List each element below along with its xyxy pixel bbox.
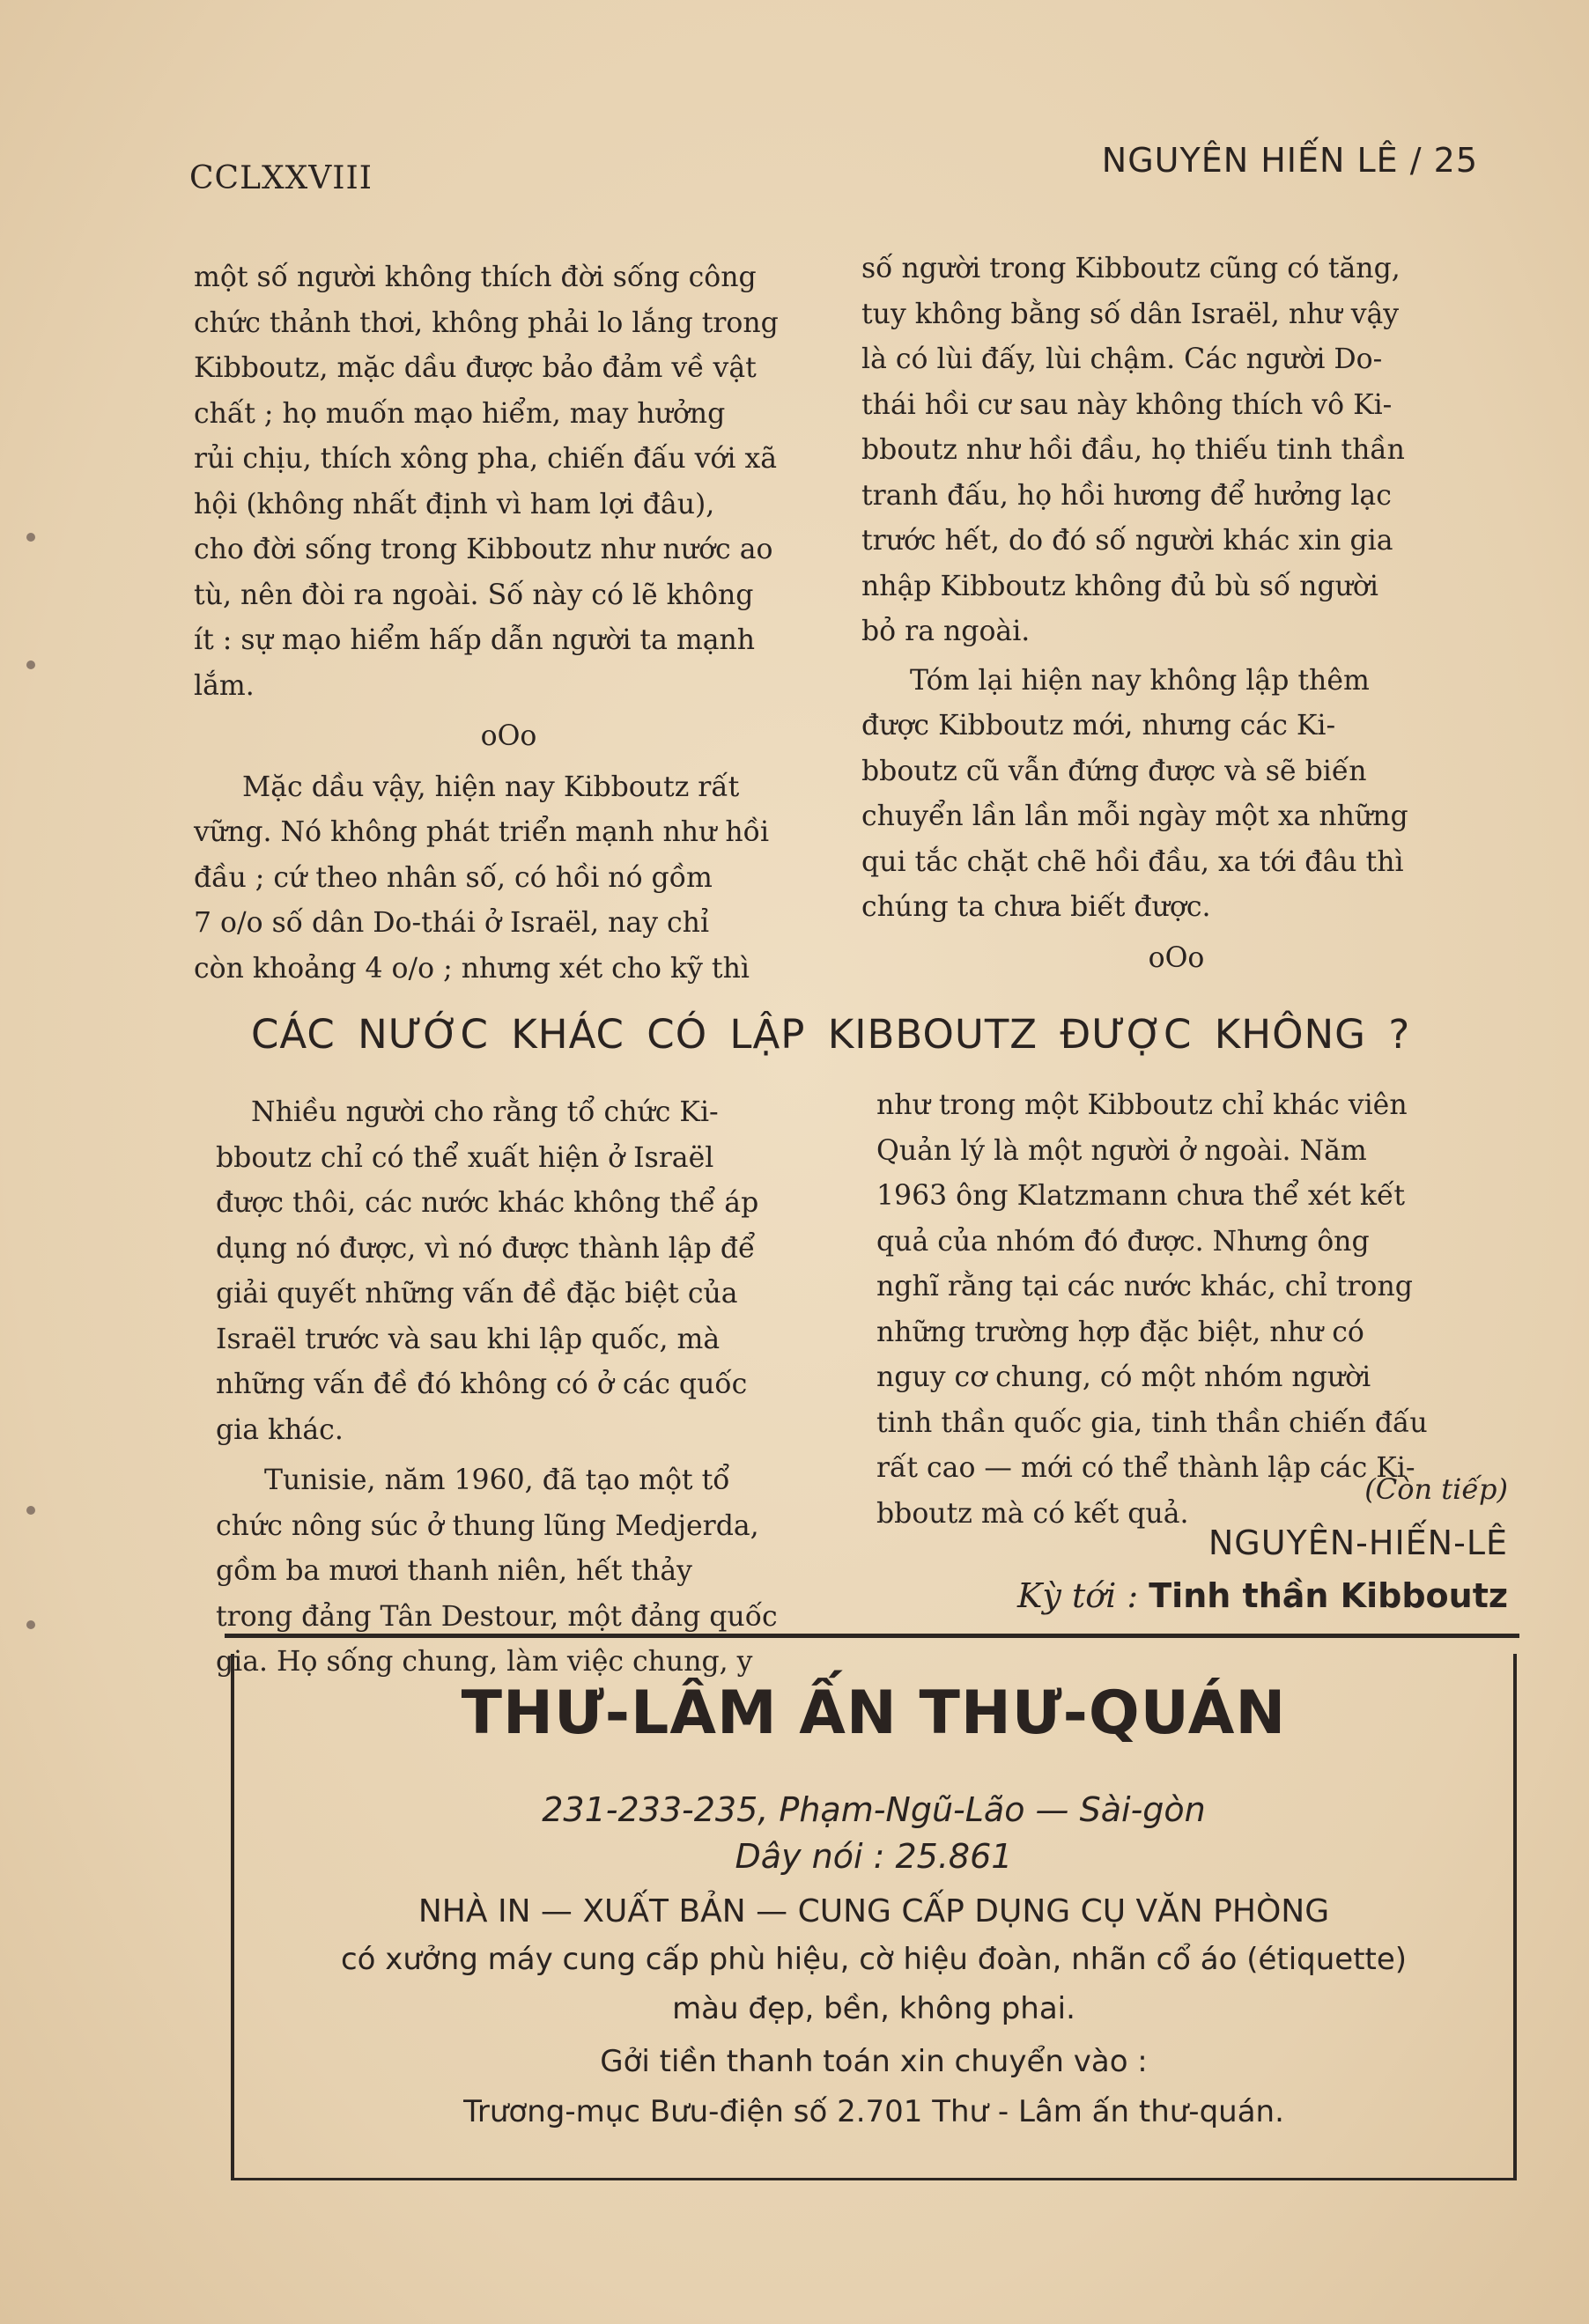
text-line: 1963 ông Klatzmann chưa thể xét kết	[876, 1180, 1406, 1212]
running-header: NGUYÊN HIẾN LÊ / 25	[1101, 141, 1478, 180]
text-line: dụng nó được, vì nó được thành lập để	[216, 1232, 756, 1265]
text-line: trong đảng Tân Destour, một đảng quốc	[216, 1600, 778, 1633]
ad-address: 231-233-235, Phạm-Ngũ-Lão — Sài-gòn	[542, 1790, 1206, 1829]
text-line: 7 o/o số dân Do-thái ở Israël, nay chỉ	[194, 907, 710, 939]
next-issue-title: Tinh thần Kibboutz	[1149, 1576, 1508, 1615]
text-line: Mặc dầu vậy, hiện nay Kibboutz rất	[242, 771, 740, 803]
text-line: ít : sự mạo hiểm hấp dẫn người ta mạnh	[194, 624, 756, 656]
text-line: những trường hợp đặc biệt, như có	[876, 1316, 1364, 1348]
text-line: số người trong Kibboutz cũng có tăng,	[861, 253, 1401, 284]
text-line: rủi chịu, thích xông pha, chiến đấu với xã	[194, 443, 778, 475]
text-line: còn khoảng 4 o/o ; nhưng xét cho kỹ thì	[194, 952, 750, 985]
section-separator: oOo	[480, 720, 537, 752]
text-line: tù, nên đòi ra ngoài. Số này có lẽ không	[194, 579, 754, 611]
binding-hole	[26, 660, 35, 669]
continued-note: (Còn tiếp)	[1364, 1472, 1508, 1506]
right-column-bottom	[876, 1083, 1502, 1537]
text-line: nhập Kibboutz không đủ bù số người	[861, 570, 1378, 602]
text-line: trước hết, do đó số người khác xin gia	[861, 525, 1393, 557]
ad-description: có xưởng máy cung cấp phù hiệu, cờ hiệu đoàn, nhãn cổ áo (étiquette)	[340, 1942, 1408, 1977]
advertisement-box	[231, 1654, 1517, 2180]
ad-phone: Dây nói : 25.861	[735, 1837, 1013, 1876]
ad-payment-note: Gởi tiền thanh toán xin chuyển vào :	[600, 2044, 1148, 2079]
paragraph	[194, 765, 824, 992]
ad-payment-account: Trương-mục Bưu-điện số 2.701 Thư - Lâm ấn thư-quán.	[463, 2094, 1284, 2129]
text-line: Tóm lại hiện nay không lập thêm	[910, 664, 1370, 697]
text-line: bboutz mà có kết quả.	[876, 1497, 1189, 1530]
section-heading: CÁC NƯỚC KHÁC CÓ LẬP KIBBOUTZ ĐƯỢC KHÔNG ?	[251, 1011, 1411, 1058]
text-line: bỏ ra ngoài.	[861, 616, 1031, 647]
text-line: gia. Họ sống chung, làm việc chung, y	[216, 1646, 753, 1678]
paragraph	[194, 255, 824, 709]
page-roman-numeral: CCLXXVIII	[189, 160, 373, 196]
text-line: quả của nhóm đó được. Nhưng ông	[876, 1225, 1370, 1258]
right-column-top	[861, 247, 1491, 986]
ad-services: NHÀ IN — XUẤT BẢN — CUNG CẤP DỤNG CỤ VĂN PHÒNG	[418, 1893, 1330, 1929]
text-line: đầu ; cứ theo nhân số, có hồi nó gồm	[194, 861, 713, 894]
text-line: chất ; họ muốn mạo hiểm, may hưởng	[194, 397, 726, 430]
text-line: giải quyết những vấn đề đặc biệt của	[216, 1278, 738, 1310]
text-line: Quản lý là một người ở ngoài. Năm	[876, 1134, 1367, 1167]
text-line: tranh đấu, họ hồi hương để hưởng lạc	[861, 479, 1392, 512]
binding-hole	[26, 1620, 35, 1629]
next-issue-label: Kỳ tới :	[1017, 1576, 1139, 1615]
text-line: gia khác.	[216, 1413, 344, 1446]
left-column-bottom	[216, 1090, 828, 1686]
text-line: Nhiều người cho rằng tổ chức Ki-	[251, 1096, 719, 1128]
text-line: cho đời sống trong Kibboutz như nước ao	[194, 534, 773, 565]
text-line: Tunisie, năm 1960, đã tạo một tổ	[264, 1464, 730, 1496]
text-line: qui tắc chặt chẽ hồi đầu, xa tới đâu thì	[861, 845, 1404, 878]
text-line: bboutz cũ vẫn đứng được và sẽ biến	[861, 755, 1367, 787]
text-line: nguy cơ chung, có một nhóm người	[876, 1361, 1371, 1393]
binding-hole	[26, 533, 35, 542]
text-line: như trong một Kibboutz chỉ khác viên	[876, 1089, 1408, 1121]
text-line: tinh thần quốc gia, tinh thần chiến đấu	[876, 1406, 1428, 1439]
text-line: nghĩ rằng tại các nước khác, chỉ trong	[876, 1271, 1413, 1302]
paragraph	[216, 1090, 828, 1453]
text-line: chức nông súc ở thung lũng Medjerda,	[216, 1509, 759, 1542]
text-line: gồm ba mươi thanh niên, hết thảy	[216, 1555, 692, 1587]
text-line: vững. Nó không phát triển mạnh như hồi	[194, 816, 770, 848]
text-line: hội (không nhất định vì ham lợi đâu),	[194, 488, 715, 520]
text-line: rất cao — mới có thể thành lập các Ki-	[876, 1452, 1415, 1484]
text-line: chuyển lần lần mỗi ngày một xa những	[861, 800, 1408, 832]
text-line: thái hồi cư sau này không thích vô Ki-	[861, 388, 1393, 421]
text-line: được Kibboutz mới, nhưng các Ki-	[861, 710, 1336, 741]
text-line: được thôi, các nước khác không thể áp	[216, 1187, 759, 1219]
paragraph	[876, 1083, 1502, 1537]
paragraph	[861, 659, 1491, 931]
left-column-top	[194, 255, 824, 992]
horizontal-rule	[225, 1634, 1519, 1638]
text-line: là có lùi đấy, lùi chậm. Các người Do-	[861, 343, 1383, 375]
text-line: Kibboutz, mặc dầu được bảo đảm về vật	[194, 352, 757, 384]
text-line: tuy không bằng số dân Israël, như vậy	[861, 298, 1400, 330]
text-line: bboutz chỉ có thể xuất hiện ở Israël	[216, 1141, 714, 1174]
text-line: một số người không thích đời sống công	[194, 262, 757, 293]
text-line: chúng ta chưa biết được.	[861, 891, 1211, 923]
text-line: Israël trước và sau khi lập quốc, mà	[216, 1323, 721, 1355]
paragraph	[861, 247, 1491, 655]
ad-title: THƯ-LÂM ẤN THƯ-QUÁN	[461, 1678, 1287, 1748]
text-line: chức thảnh thơi, không phải lo lắng trong	[194, 306, 779, 339]
text-line: bboutz như hồi đầu, họ thiếu tinh thần	[861, 434, 1405, 466]
ad-description: màu đẹp, bền, không phai.	[672, 1991, 1075, 2026]
section-separator: oOo	[1148, 941, 1205, 974]
text-line: lắm.	[194, 669, 255, 702]
author-signature: NGUYÊN-HIẾN-LÊ	[1208, 1524, 1508, 1562]
text-line: những vấn đề đó không có ở các quốc	[216, 1369, 748, 1400]
binding-hole	[26, 1506, 35, 1515]
next-issue	[1017, 1576, 1508, 1615]
paragraph	[216, 1458, 828, 1686]
